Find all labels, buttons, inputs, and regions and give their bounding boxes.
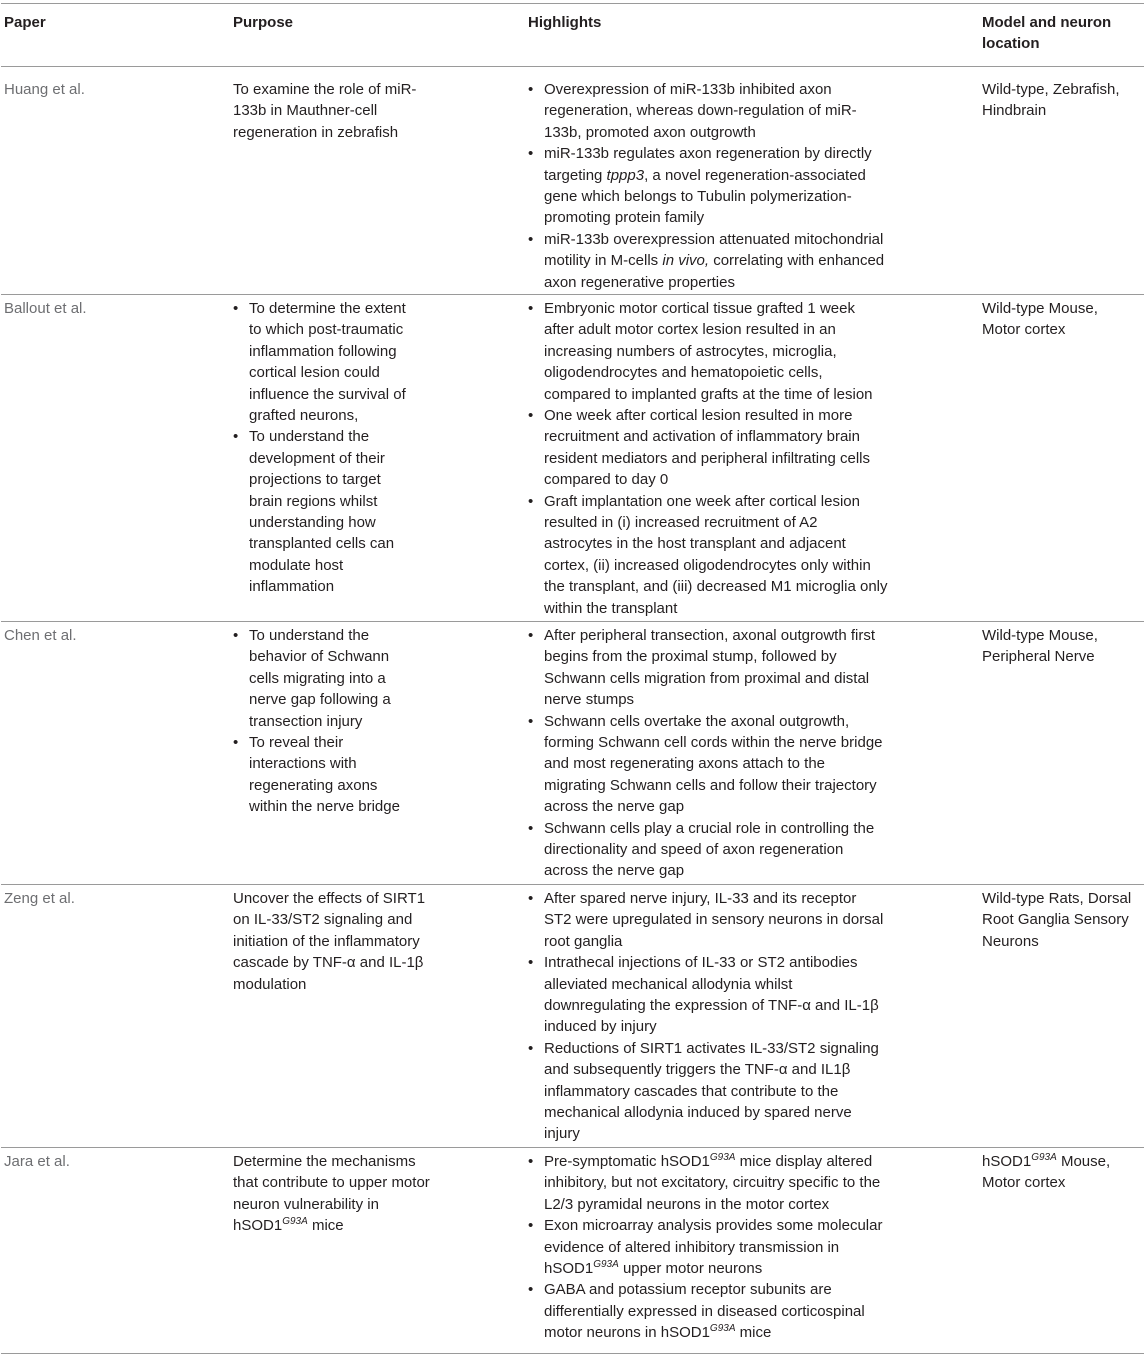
cell-highlights xyxy=(528,298,888,619)
highlight-item: • Embryonic motor cortical tissue grafted 1 week after adult motor cortex lesion resulted in an increasing numbers of astrocytes, microglia, oligodendrocytes and hematopoietic cells, compared to implanted grafts at the time of lesion xyxy=(528,298,888,405)
cell-model: Wild-type, Zebrafish, Hindbrain xyxy=(982,81,1120,120)
purpose-item: • To determine the extent to which post-traumatic inflammation following cortical lesion could influence the survival of grafted neurons, xyxy=(233,298,409,426)
cell-purpose: To examine the role of miR-133b in Mauthner-cell regeneration in zebrafish xyxy=(233,81,417,141)
highlight-item: • Reductions of SIRT1 activates IL-33/ST2 signaling and subsequently triggers the TNF-α and IL1β inflammatory cascades that contribute to the mechanical allodynia induced by spared nerve injury xyxy=(528,1038,888,1145)
cell-purpose: Uncover the effects of SIRT1 on IL-33/ST2 signaling and initiation of the inflammatory cascade by TNF-α and IL-1β modulation xyxy=(233,890,426,993)
cell-paper: Chen et al. xyxy=(4,627,77,644)
header-highlights: Highlights xyxy=(528,14,602,31)
highlight-item: • Schwann cells play a crucial role in controlling the directionality and speed of axon regeneration across the nerve gap xyxy=(528,818,888,882)
highlight-item: • Schwann cells overtake the axonal outgrowth, forming Schwann cell cords within the nerve bridge and most regenerating axons attach to the migrating Schwann cells and follow their trajectory across the nerve gap xyxy=(528,711,888,818)
cell-model: Wild-type Rats, Dorsal Root Ganglia Sensory Neurons xyxy=(982,890,1132,950)
highlight-item: • Pre-symptomatic $hSOD1^{G93A}$ mice display altered inhibitory, but not excitatory, circuitry specific to the L2/3 pyramidal neurons in the motor cortex xyxy=(528,1151,888,1215)
cell-purpose xyxy=(233,625,428,818)
table-row xyxy=(0,1148,1145,1353)
purpose-item: • To reveal their interactions with regenerating axons within the nerve bridge xyxy=(233,732,419,818)
highlight-item: • After spared nerve injury, IL-33 and its receptor ST2 were upregulated in sensory neurons in dorsal root ganglia xyxy=(528,888,888,952)
highlight-item: • After peripheral transection, axonal outgrowth first begins from the proximal stump, followed by Schwann cells migration from proximal and distal nerve stumps xyxy=(528,625,888,711)
highlight-item: • Overexpression of miR-133b inhibited axon regeneration, whereas down-regulation of miR-133b, promoted axon outgrowth xyxy=(528,79,888,143)
cell-highlights xyxy=(528,79,888,293)
table-row xyxy=(0,67,1145,294)
header-model: Model and neuron location xyxy=(982,14,1112,53)
cell-paper: Ballout et al. xyxy=(4,300,87,317)
cell-purpose: Determine the mechanisms that contribute to upper motor neuron vulnerability in $hSOD1^{G93A}$ mice xyxy=(233,1153,430,1235)
table-row xyxy=(0,622,1145,884)
cell-model: Wild-type Mouse, Motor cortex xyxy=(982,300,1098,339)
table-row xyxy=(0,295,1145,621)
cell-paper: Huang et al. xyxy=(4,81,85,98)
highlight-item: • GABA and potassium receptor subunits are differentially expressed in diseased corticospinal motor neurons in $hSOD1^{G93A}$ mice xyxy=(528,1279,888,1343)
cell-highlights xyxy=(528,888,888,1145)
table-header-row xyxy=(0,4,1145,66)
purpose-item: • To understand the behavior of Schwann cells migrating into a nerve gap following a transection injury xyxy=(233,625,419,732)
table-row xyxy=(0,885,1145,1147)
cell-highlights xyxy=(528,1151,888,1344)
highlight-item: • One week after cortical lesion resulted in more recruitment and activation of inflammatory brain resident mediators and peripheral infiltrating cells compared to day 0 xyxy=(528,405,888,491)
highlight-item xyxy=(528,143,888,229)
cell-model: $hSOD1^{G93A}$ Mouse, Motor cortex xyxy=(982,1152,1111,1192)
highlight-text: miR-133b overexpression attenuated mitochondrial motility in M-cells in vivo, correlating with enhanced axon regenerative properties xyxy=(544,230,885,291)
highlight-text: miR-133b regulates axon regeneration by directly targeting tppp3, a novel regeneration-associated gene which belongs to Tubulin polymerization-promoting protein family xyxy=(544,145,872,227)
header-paper: Paper xyxy=(4,14,46,31)
cell-paper: Zeng et al. xyxy=(4,890,75,907)
cell-model: Wild-type Mouse, Peripheral Nerve xyxy=(982,627,1098,666)
highlight-item xyxy=(528,229,888,293)
cell-paper: Jara et al. xyxy=(4,1153,70,1170)
cell-highlights xyxy=(528,625,888,882)
cell-purpose xyxy=(233,298,428,598)
purpose-item: • To understand the development of their projections to target brain regions whilst understanding how transplanted cells can modulate host inflammation xyxy=(233,426,409,597)
header-purpose: Purpose xyxy=(233,14,294,31)
highlight-item: • Intrathecal injections of IL-33 or ST2 antibodies alleviated mechanical allodynia whilst downregulating the expression of TNF-α and IL-1β induced by injury xyxy=(528,952,888,1038)
highlight-item: • Exon microarray analysis provides some molecular evidence of altered inhibitory transmission in $hSOD1^{G93A}$ upper motor neurons xyxy=(528,1215,888,1279)
data-table xyxy=(0,3,1145,1354)
highlight-item: • Graft implantation one week after cortical lesion resulted in (i) increased recruitment of A2 astrocytes in the host transplant and adjacent cortex, (ii) increased oligodendrocytes only within the transplant, and (iii) decreased M1 microglia only within the transplant xyxy=(528,491,888,619)
